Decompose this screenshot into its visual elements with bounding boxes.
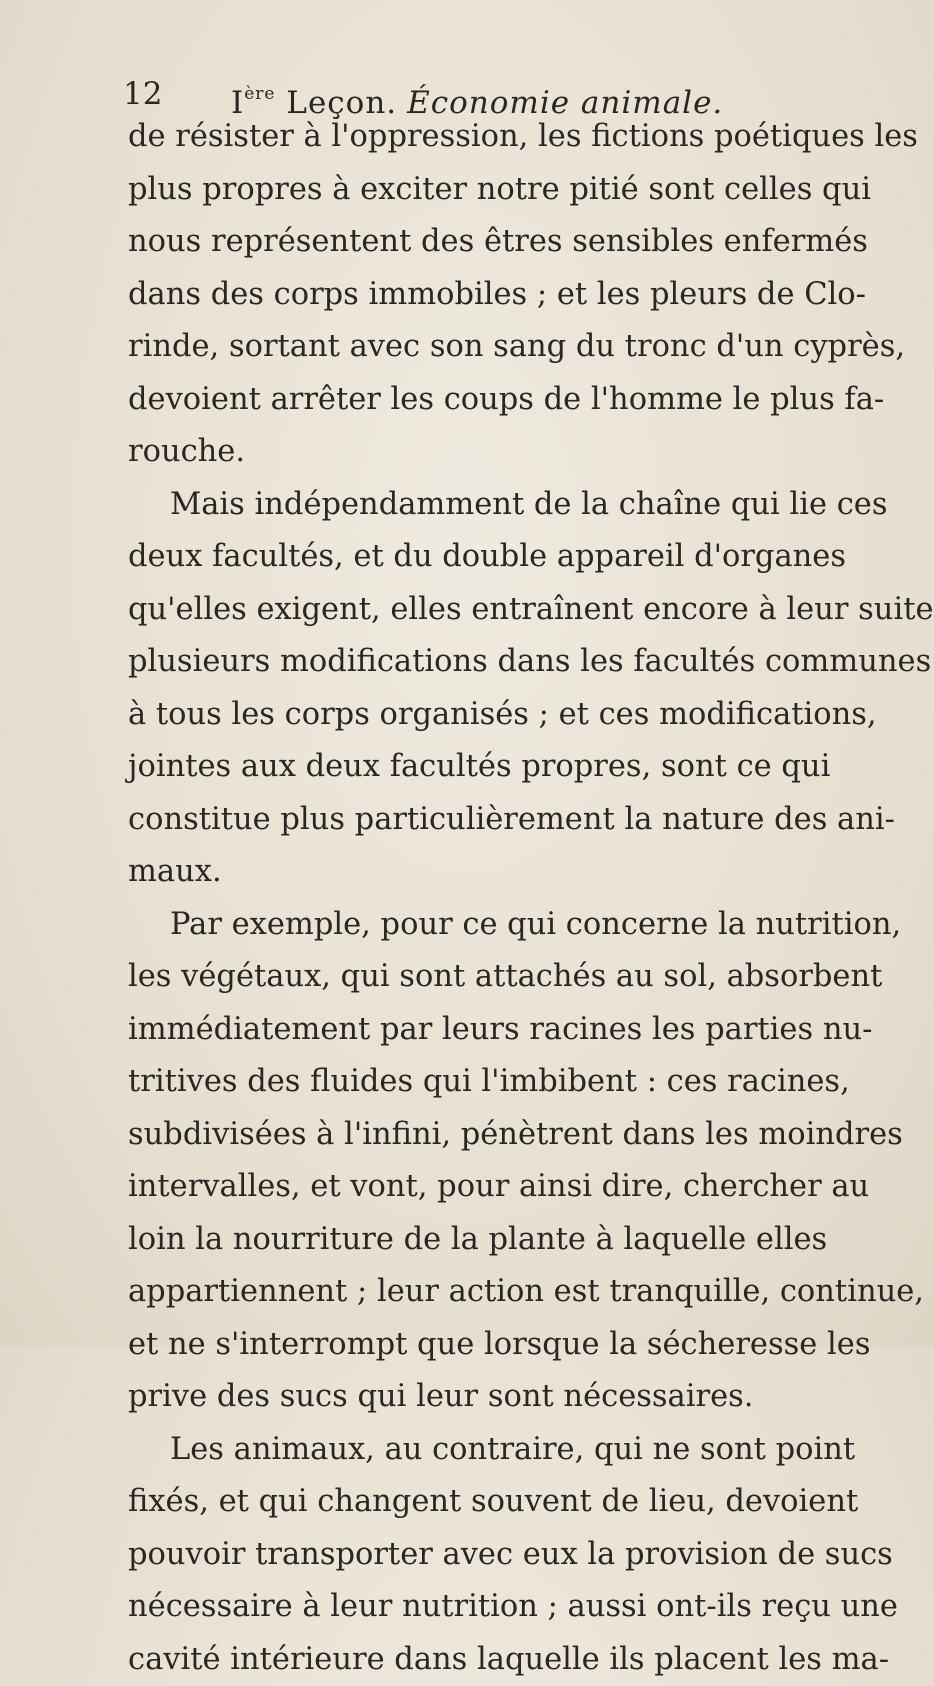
text-line: nécessaire à leur nutrition ; aussi ont-ils reçu une	[128, 1581, 768, 1634]
text-line: nous représentent des êtres sensibles enfermés	[128, 216, 768, 269]
text-line: et ne s'interrompt que lorsque la sécheresse les	[128, 1319, 768, 1372]
lesson-prefix: I	[231, 85, 244, 121]
running-head	[123, 72, 763, 116]
text-line: intervalles, et vont, pour ainsi dire, chercher au	[128, 1161, 768, 1214]
text-line: plusieurs modifications dans les facultés communes	[128, 636, 768, 689]
text-line: subdivisées à l'infini, pénètrent dans les moindres	[128, 1109, 768, 1162]
text-line: pouvoir transporter avec eux la provision de sucs	[128, 1529, 768, 1582]
text-line: prive des sucs qui leur sont nécessaires.	[128, 1371, 768, 1424]
text-line: de résister à l'oppression, les fictions poétiques les	[128, 111, 768, 164]
text-line: les végétaux, qui sont attachés au sol, absorbent	[128, 951, 768, 1004]
text-line: deux facultés, et du double appareil d'organes	[128, 531, 768, 584]
text-line: dans des corps immobiles ; et les pleurs de Clo-	[128, 269, 768, 322]
text-line: immédiatement par leurs racines les parties nu-	[128, 1004, 768, 1057]
text-line: rouche.	[128, 426, 768, 479]
text-line: cavité intérieure dans laquelle ils placent les ma-	[128, 1634, 768, 1686]
text-line: loin la nourriture de la plante à laquelle elles	[128, 1214, 768, 1267]
text-line: devoient arrêter les coups de l'homme le plus fa-	[128, 374, 768, 427]
text-line: Mais indépendamment de la chaîne qui lie ces	[128, 479, 768, 532]
text-line: Les animaux, au contraire, qui ne sont point	[128, 1424, 768, 1477]
text-line: Par exemple, pour ce qui concerne la nutrition,	[128, 899, 768, 952]
text-line: qu'elles exigent, elles entraînent encore à leur suite	[128, 584, 768, 637]
text-line: jointes aux deux facultés propres, sont ce qui	[128, 741, 768, 794]
text-line: constitue plus particulièrement la nature des ani-	[128, 794, 768, 847]
text-line: à tous les corps organisés ; et ces modifications,	[128, 689, 768, 742]
text-line: plus propres à exciter notre pitié sont celles qui	[128, 164, 768, 217]
text-body	[128, 111, 768, 1686]
page-number: 12	[123, 72, 162, 116]
text-line: tritives des fluides qui l'imbibent : ces racines,	[128, 1056, 768, 1109]
text-line: appartiennent ; leur action est tranquille, continue,	[128, 1266, 768, 1319]
text-line: maux.	[128, 846, 768, 899]
lesson-superscript: ère	[244, 84, 275, 104]
subject-title: Économie animale.	[407, 85, 723, 121]
text-line: rinde, sortant avec son sang du tronc d'un cyprès,	[128, 321, 768, 374]
lesson-word: Leçon.	[286, 85, 397, 121]
text-line: fixés, et qui changent souvent de lieu, devoient	[128, 1476, 768, 1529]
